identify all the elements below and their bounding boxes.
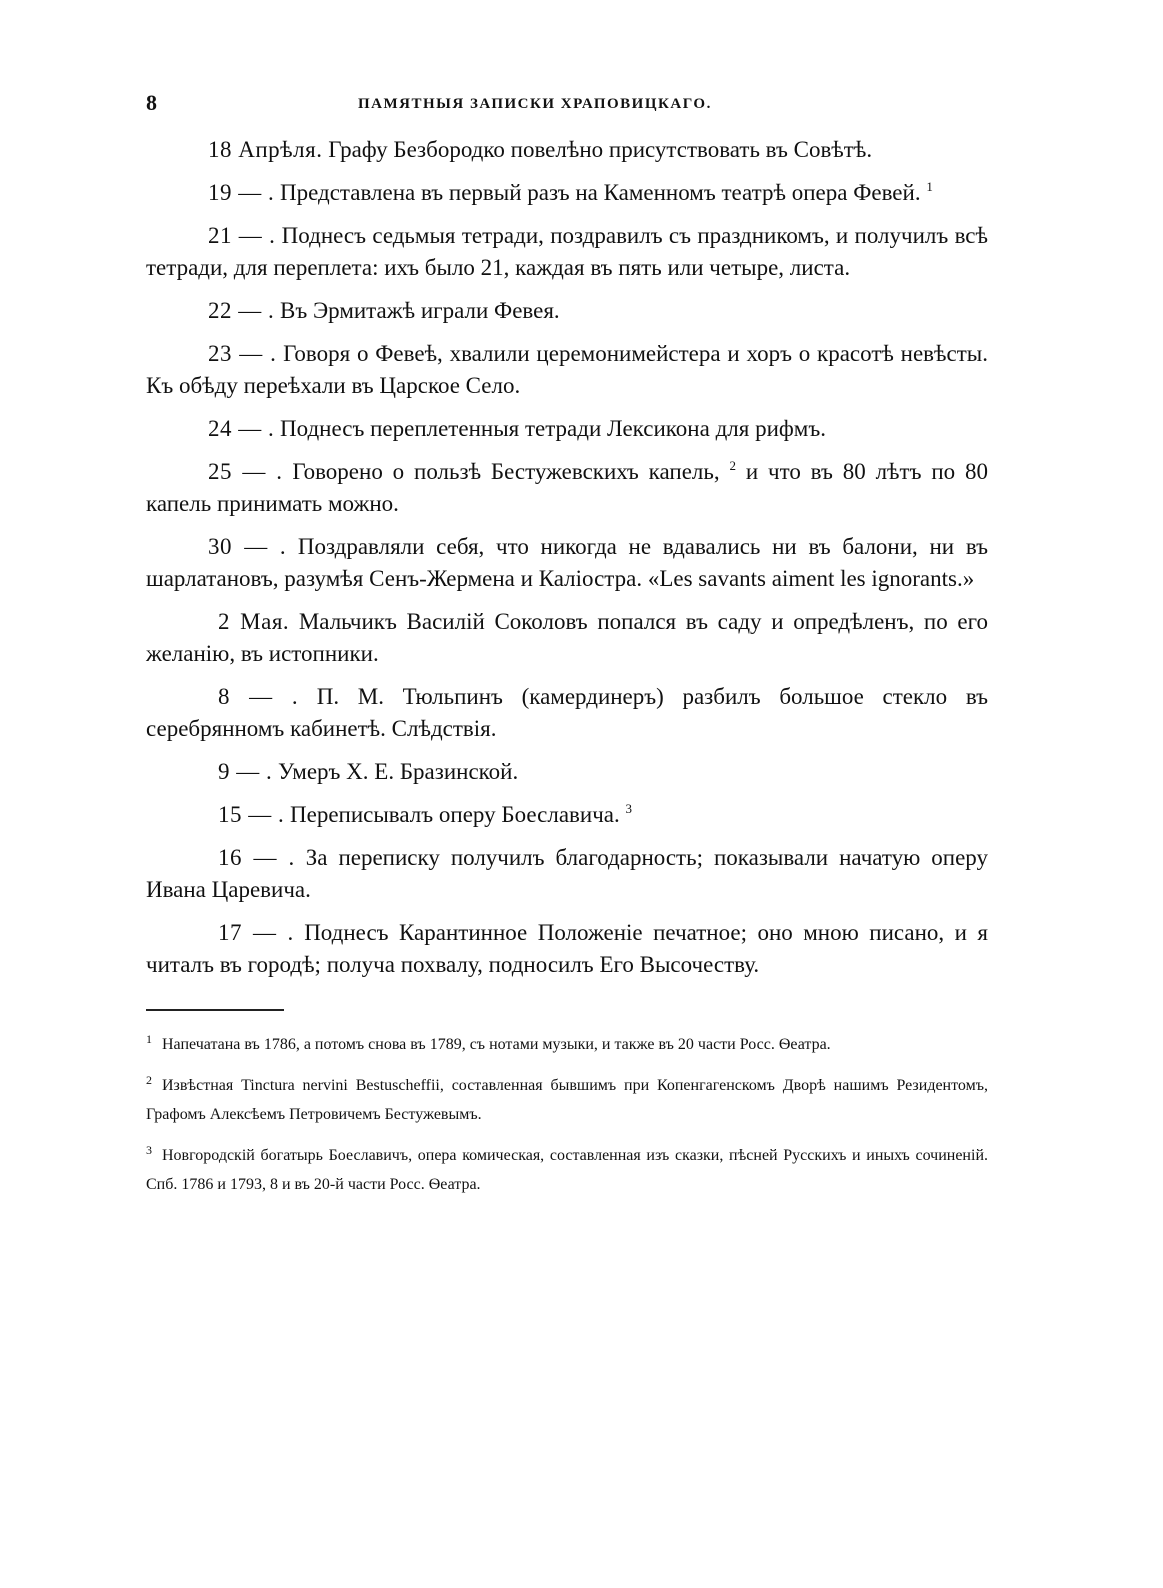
entry-text: Представлена въ первый разъ на Каменномъ театрѣ опера Февей.	[274, 180, 921, 205]
entry-text: Поздравляли себя, что никогда не вдавались ни въ балони, ни въ шарлатановъ, разумѣя Сенъ-Жермена и Каліостра. «Les savants aiment les ignorants.»	[146, 534, 988, 591]
entry-date: 24 — .	[208, 416, 275, 441]
diary-entry	[146, 295, 988, 327]
diary-entry	[146, 134, 988, 166]
diary-entries	[146, 134, 988, 981]
footnote-text: Новгородскій богатырь Боеславичъ, опера комическая, составленная изъ сказки, пѣсней Русскихъ и иныхъ сочиненій. Спб. 1786 и 1793, 8 и въ 20-й части Росс. Ѳеатра.	[146, 1147, 988, 1193]
diary-entry	[146, 220, 988, 284]
diary-entry	[146, 756, 988, 788]
diary-entry	[146, 177, 988, 209]
footnote-text: Извѣстная Tinctura nervini Bestuscheffii, составленная бывшимъ при Копенгагенскомъ Дворѣ нашимъ Резидентомъ, Графомъ Алексѣемъ Петровичемъ Бестужевымъ.	[146, 1077, 988, 1123]
footnotes	[146, 1025, 988, 1199]
diary-entry	[146, 799, 988, 831]
entry-text-continued: и что въ 80 лѣтъ по 80 капель принимать можно.	[146, 459, 988, 516]
entry-date: 16 — .	[218, 845, 295, 870]
book-page	[146, 80, 988, 1206]
entry-date: 22 — .	[208, 298, 275, 323]
entry-text: Мальчикъ Василій Соколовъ попался въ саду и опредѣленъ, по его желанію, въ истопники.	[146, 609, 988, 666]
entry-text: Поднесъ седьмыя тетради, поздравилъ съ праздникомъ, и получилъ всѣ тетради, для переплета: ихъ было 21, каждая въ пять или четыре, листа.	[146, 223, 988, 280]
entry-text: Говоря о Февеѣ, хвалили церемонимейстера и хоръ о красотѣ невѣсты. Къ обѣду переѣхали въ Царское Село.	[146, 341, 988, 398]
footnote	[146, 1136, 988, 1199]
entry-date: 15 — .	[218, 802, 285, 827]
diary-entry	[146, 456, 988, 520]
diary-entry	[146, 681, 988, 745]
entry-date: 21 — .	[208, 223, 276, 248]
entry-date: 9 — .	[218, 759, 273, 784]
entry-text: Поднесъ переплетенныя тетради Лексикона для рифмъ.	[274, 416, 826, 441]
footnote-mark: 3	[146, 1143, 152, 1157]
entry-date: 19 — .	[208, 180, 275, 205]
footnote-reference: 3	[625, 801, 632, 816]
entry-text: Въ Эрмитажѣ играли Февея.	[274, 298, 560, 323]
entry-text: Графу Безбородко повелѣно присутствовать въ Совѣтѣ.	[322, 137, 873, 162]
entry-date: 17 — .	[218, 920, 294, 945]
footnote-divider	[146, 1009, 284, 1011]
diary-entry	[146, 917, 988, 981]
diary-entry	[146, 606, 988, 670]
running-header	[146, 80, 988, 120]
entry-date: 8 — .	[218, 684, 299, 709]
entry-text: Поднесъ Карантинное Положеніе печатное; оно мною писано, и я читалъ въ городѣ; получа похвалу, подносилъ Его Высочеству.	[146, 920, 989, 977]
entry-text: Переписывалъ оперу Боеславича.	[284, 802, 620, 827]
entry-date: 25 — .	[208, 459, 283, 484]
diary-entry	[146, 531, 988, 595]
diary-entry	[146, 413, 988, 445]
entry-date: 23 — .	[208, 341, 277, 366]
footnote-text: Напечатана въ 1786, а потомъ снова въ 1789, съ нотами музыки, и также въ 20 части Росс. Ѳеатра.	[162, 1036, 831, 1053]
entry-text: Говорено о пользѣ Бестужевскихъ капель,	[282, 459, 720, 484]
entry-text: П. М. Тюльпинъ (камердинеръ) разбилъ большое стекло въ серебрянномъ кабинетѣ. Слѣдствія.	[146, 684, 989, 741]
entry-date: 2 Мая.	[218, 609, 290, 634]
footnote-reference: 2	[729, 458, 736, 473]
diary-entry	[146, 842, 988, 906]
entry-date: 18 Апрѣля.	[208, 137, 323, 162]
page-number: 8	[146, 90, 157, 115]
entry-text: За переписку получилъ благодарность; показывали начатую оперу Ивана Царевича.	[146, 845, 988, 902]
footnote-mark: 1	[146, 1032, 152, 1046]
diary-entry	[146, 338, 988, 402]
footnote-reference: 1	[926, 179, 933, 194]
footnote-mark: 2	[146, 1073, 152, 1087]
running-title: ПАМЯТНЫЯ ЗАПИСКИ ХРАПОВИЦКАГО.	[358, 96, 712, 112]
footnote	[146, 1066, 988, 1129]
entry-date: 30 — .	[208, 534, 287, 559]
entry-text: Умеръ Х. Е. Бразинской.	[272, 759, 519, 784]
footnote	[146, 1025, 988, 1059]
